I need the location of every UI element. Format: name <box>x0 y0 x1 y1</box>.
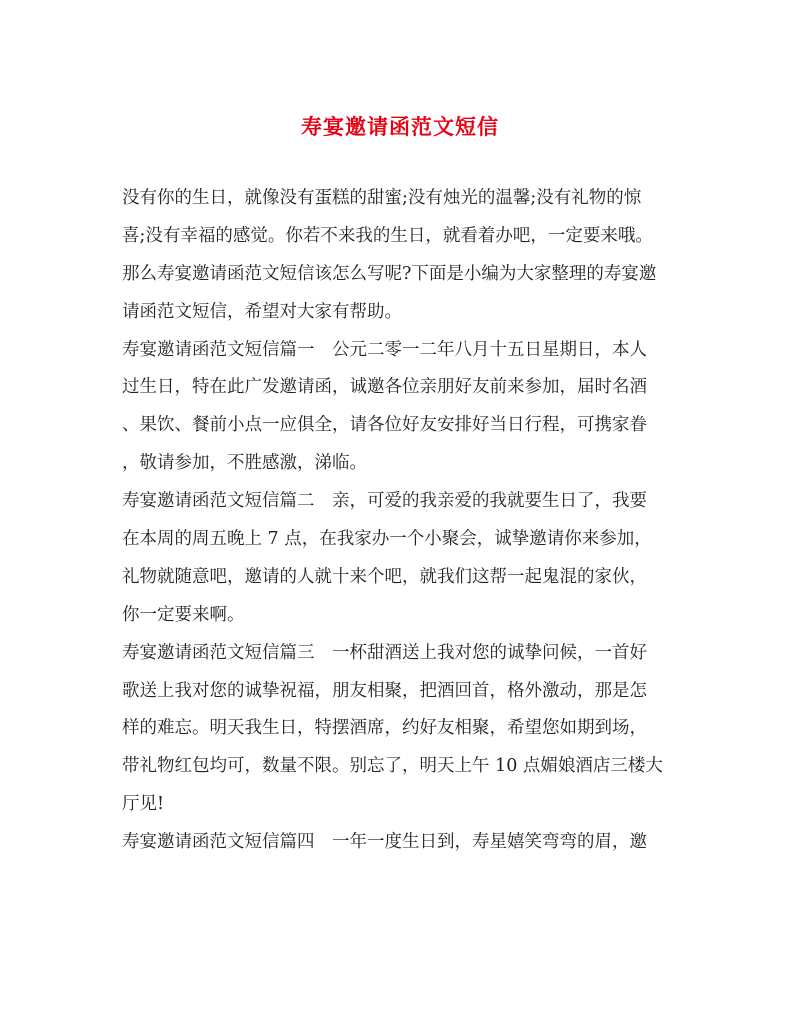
text-line: 你一定要来啊。 <box>122 604 245 625</box>
text-line: 带礼物红包均可，数量不限。别忘了，明天上午 10 点媚娘酒店三楼大 <box>122 756 663 777</box>
text-line: 过生日，特在此广发邀请函，诚邀各位亲朋好友前来参加，届时名酒 <box>122 377 647 398</box>
text-line: ，敬请参加，不胜感激，涕临。 <box>122 453 367 474</box>
page-title: 寿宴邀请函范文短信 <box>301 114 499 139</box>
text-line: 没有你的生日，就像没有蛋糕的甜蜜;没有烛光的温馨;没有礼物的惊 <box>122 188 642 208</box>
text-line: 厅见! <box>122 794 165 815</box>
text-line: 寿宴邀请函范文短信篇四 一年一度生日到，寿星嬉笑弯弯的眉，邀 <box>122 832 647 853</box>
text-line: 在本周的周五晚上 7 点，在我家办一个小聚会，诚挚邀请你来参加， <box>122 529 652 550</box>
text-line: 寿宴邀请函范文短信篇三 一杯甜酒送上我对您的诚挚问候，一首好 <box>122 642 647 663</box>
document-body <box>122 180 687 862</box>
text-line: 喜;没有幸福的感觉。你若不来我的生日，就看着办吧，一定要来哦。 <box>122 225 653 246</box>
text-line: 那么寿宴邀请函范文短信该怎么写呢?下面是小编为大家整理的寿宴邀 <box>122 263 657 284</box>
text-line: 寿宴邀请函范文短信篇一 公元二零一二年八月十五日星期日，本人 <box>122 339 647 360</box>
text-line: 样的难忘。明天我生日，特摆酒席，约好友相聚，希望您如期到场， <box>122 718 647 739</box>
text-line: 、果饮、餐前小点一应俱全，请各位好友安排好当日行程，可携家眷 <box>122 415 647 436</box>
text-line: 请函范文短信，希望对大家有帮助。 <box>122 301 402 322</box>
text-line: 歌送上我对您的诚挚祝福，朋友相聚，把酒回首，格外激动，那是怎 <box>122 680 647 701</box>
text-line: 寿宴邀请函范文短信篇二 亲，可爱的我亲爱的我就要生日了，我要 <box>122 491 647 512</box>
text-line: 礼物就随意吧，邀请的人就十来个吧，就我们这帮一起鬼混的家伙， <box>122 566 647 587</box>
